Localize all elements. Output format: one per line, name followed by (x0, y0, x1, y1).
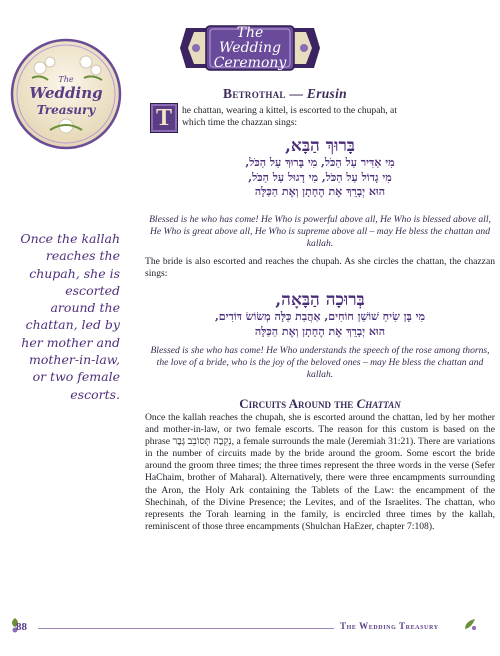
betrothal-heading-b: Erusin (306, 86, 347, 101)
bride-paragraph: The bride is also escorted and reaches the chupah. As she circles the chattan, the chazzan sings: (145, 256, 495, 280)
hebrew-line: הוּא יְבָרֵךְ אֶת הֶחָתָן וְאֶת הַכַּלָּה (254, 185, 386, 198)
circuits-heading (160, 396, 480, 412)
hebrew-beruchah-habaah: בְּרוּכָה הַבָּאָה, (275, 290, 365, 310)
footer-rule (38, 628, 334, 629)
translation-2: Blessed is she who has come! He Who understands the speech of the rose among thorns, the love of a bride, who is the joy of the beloved ones – may He bless the chattan and kallah. (150, 345, 490, 381)
margin-note: Once the kallah reaches the chupah, she is escorted around the chattan, led by her mother and mother-in-law, or two female escorts. (20, 231, 120, 402)
logo-text-wedding: Wedding (29, 84, 103, 102)
betrothal-intro-line2: which time the chazzan sings: (182, 117, 298, 128)
banner-line1: The Wedding (219, 25, 281, 56)
circuits-body: Once the kallah reaches the chupah, she is escorted around the chattan, led by her mother and mother-in-law, or two female escorts. The reason for this custom is based on the phrase נְקֵבָה תְּסוֹבֵב גָּבֶר, a female surrounds the male (Jeremiah 31:21). There are variations in the number of circuits made by the bride around the groom. Some escort the bride around the groom three times; the three times represent the three words in the verse (Sefer HaChaim, brother of Maharal). Alternatively, there were three encampments surrounding the Aron, the Holy Ark containing the Tablets of the Law: the encampment of the Shechinah, of the Divine Presence; the Levites, and of the Israelites. The chattan, who represents the Torah learning in the family, is encircled three times by the kallah, reminiscent of those three encampments (Shulchan HaEzer, chapter 7:108). (145, 412, 495, 532)
footer-ornament-icon (462, 617, 478, 631)
footer-book-title: The Wedding Treasury (340, 621, 439, 631)
banner-line2: Ceremony (213, 55, 287, 71)
page-number: 88 (16, 621, 27, 633)
logo-text-treasury: Treasury (36, 103, 96, 117)
logo-text-the: The (58, 75, 74, 84)
hebrew-verse-2 (145, 310, 495, 339)
betrothal-intro-line1: he chattan, wearing a kittel, is escorted to the chupah, at (182, 105, 397, 116)
betrothal-heading-a: Betrothal — (223, 86, 307, 101)
hebrew-line: מִי אַדִּיר עַל הַכֹּל, מִי בָּרוּךְ עַל הַכֹּל, (245, 156, 395, 169)
betrothal-heading (160, 86, 410, 102)
circuits-heading-b: Chattan (356, 396, 401, 411)
hebrew-line: מִי בָּן שִׂיחַ שׁוֹשַׁן חוֹחִים, אַהֲבַת כַּלָּה מְשׂוֹשׂ דּוֹדִים, (214, 310, 426, 323)
drop-cap: T (150, 103, 178, 133)
translation-1: Blessed is he who has come! He Who is powerful above all, He Who is blessed above all, He Who is great above all, He Who is supreme above all – may He bless the chattan and kallah. (149, 214, 491, 250)
hebrew-line: הוּא יְבָרֵךְ אֶת הֶחָתָן וְאֶת הַכַּלָּה (254, 324, 386, 338)
hebrew-line: מִי גָדוֹל עַל הַכֹּל, מִי דָגוּל עַל הַכֹּל, (248, 170, 392, 184)
hebrew-verse-1 (150, 156, 490, 200)
circuits-heading-a: Circuits Around the (239, 396, 357, 411)
hebrew-baruch-haba: בָּרוּךְ הַבָּא, (285, 136, 355, 156)
banner-title (206, 26, 294, 71)
wedding-treasury-logo (10, 38, 122, 150)
